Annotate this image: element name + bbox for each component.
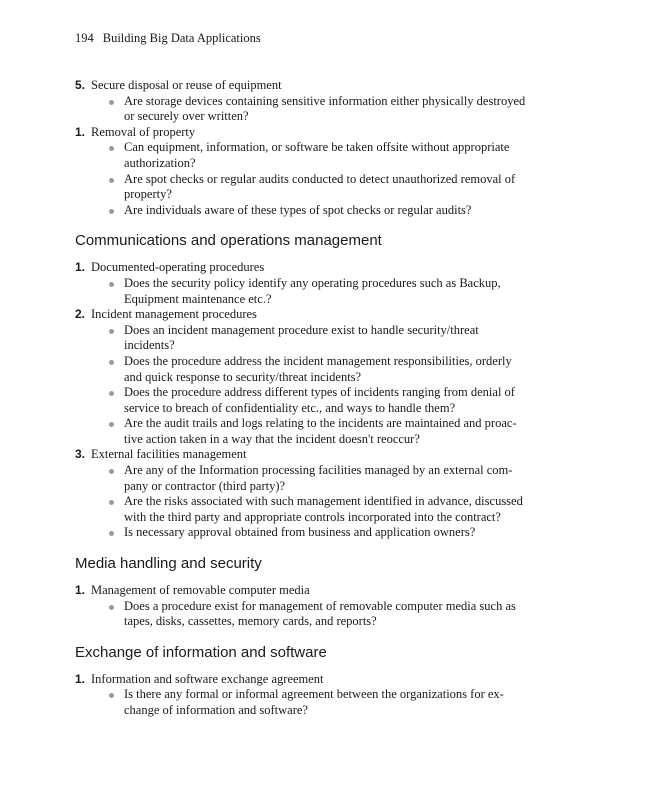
- bullet-line: Is necessary approval obtained from business and application owners?: [124, 525, 476, 540]
- bullet-icon: [109, 422, 114, 427]
- bullet-line: tapes, disks, cassettes, memory cards, and reports?: [124, 614, 377, 629]
- section-heading: Communications and operations management: [75, 232, 382, 250]
- bullet-item: [108, 354, 555, 385]
- bullet-line: Is there any formal or informal agreement between the organizations for ex-: [124, 687, 504, 702]
- bullet-icon: [109, 100, 114, 105]
- book-title: Building Big Data Applications: [102, 31, 261, 45]
- bullet-line: service to breach of confidentiality etc., and ways to handle them?: [124, 400, 456, 415]
- bullet-list: [91, 463, 555, 541]
- bullet-icon: [109, 531, 114, 536]
- bullet-icon: [109, 391, 114, 396]
- section: [75, 78, 555, 218]
- bullet-icon: [109, 329, 114, 334]
- bullet-line: Are spot checks or regular audits conducted to detect unauthorized removal of: [124, 171, 516, 186]
- bullet-item: [108, 599, 555, 630]
- bullet-line: tive action taken in a way that the incident doesn't reoccur?: [124, 431, 420, 446]
- bullet-item: [108, 525, 555, 541]
- item-number: 3.: [75, 447, 86, 462]
- section-heading: Media handling and security: [75, 555, 262, 573]
- bullet-line: Does the procedure address the incident management responsibilities, orderly: [124, 353, 512, 368]
- bullet-icon: [109, 209, 114, 214]
- bullet-icon: [109, 146, 114, 151]
- bullet-item: [108, 172, 555, 203]
- numbered-item: [75, 260, 555, 307]
- item-title: Secure disposal or reuse of equipment: [91, 78, 282, 92]
- numbered-item: [75, 583, 555, 630]
- bullet-icon: [109, 360, 114, 365]
- bullet-line: Does a procedure exist for management of removable computer media such as: [124, 598, 516, 613]
- numbered-item: [75, 672, 555, 719]
- bullet-item: [108, 463, 555, 494]
- bullet-line: Are the audit trails and logs relating to the incidents are maintained and proac-: [124, 416, 517, 431]
- bullet-icon: [109, 693, 114, 698]
- bullet-icon: [109, 178, 114, 183]
- bullet-item: [108, 94, 555, 125]
- numbered-item: [75, 125, 555, 219]
- bullet-line: incidents?: [124, 338, 175, 353]
- bullet-list: [91, 94, 555, 125]
- bullet-line: authorization?: [124, 155, 196, 170]
- bullet-icon: [109, 605, 114, 610]
- bullet-list: [91, 323, 555, 448]
- section: [75, 643, 555, 719]
- bullet-list: [91, 140, 555, 218]
- bullet-line: and quick response to security/threat incidents?: [124, 369, 362, 384]
- item-title: Incident management procedures: [91, 307, 257, 322]
- bullet-line: pany or contractor (third party)?: [124, 478, 286, 493]
- bullet-line: Are storage devices containing sensitive information either physically destroyed: [124, 93, 526, 108]
- item-number: 2.: [75, 307, 86, 322]
- bullet-line: Does an incident management procedure exist to handle security/threat: [124, 322, 479, 337]
- bullet-line: with the third party and appropriate controls incorporated into the contract?: [124, 509, 501, 524]
- item-title: Information and software exchange agreement: [91, 671, 324, 686]
- bullet-line: Are individuals aware of these types of spot checks or regular audits?: [124, 202, 472, 217]
- bullet-list: [91, 687, 555, 718]
- section: [75, 231, 555, 541]
- section: [75, 554, 555, 630]
- numbered-item: [75, 307, 555, 447]
- section-heading: Exchange of information and software: [75, 643, 327, 661]
- bullet-item: [108, 687, 555, 718]
- page-content: [75, 78, 555, 719]
- bullet-line: Can equipment, information, or software be taken offsite without appropriate: [124, 140, 510, 155]
- item-number: 5.: [75, 78, 86, 92]
- bullet-icon: [109, 469, 114, 474]
- numbered-item: [75, 78, 555, 125]
- bullet-icon: [109, 282, 114, 287]
- bullet-item: [108, 276, 555, 307]
- page: [75, 30, 555, 732]
- bullet-line: property?: [124, 187, 172, 202]
- bullet-item: [108, 323, 555, 354]
- bullet-line: Equipment maintenance etc.?: [124, 291, 272, 306]
- bullet-icon: [109, 500, 114, 505]
- item-title: Removal of property: [91, 124, 196, 139]
- bullet-line: Does the procedure address different types of incidents ranging from denial of: [124, 385, 515, 400]
- running-head: [75, 30, 555, 46]
- item-number: 1.: [75, 671, 86, 686]
- item-number: 1.: [75, 260, 86, 275]
- bullet-item: [108, 140, 555, 171]
- bullet-item: [108, 494, 555, 525]
- bullet-item: [108, 385, 555, 416]
- bullet-line: change of information and software?: [124, 703, 308, 717]
- bullet-line: Are the risks associated with such management identified in advance, discussed: [124, 494, 523, 509]
- item-number: 1.: [75, 124, 86, 139]
- bullet-list: [91, 599, 555, 630]
- bullet-line: Are any of the Information processing facilities managed by an external com-: [124, 463, 513, 478]
- numbered-item: [75, 447, 555, 541]
- page-number: 194: [75, 31, 94, 45]
- bullet-item: [108, 416, 555, 447]
- bullet-item: [108, 203, 555, 219]
- item-title: External facilities management: [91, 447, 247, 462]
- bullet-line: or securely over written?: [124, 109, 249, 124]
- item-title: Documented-operating procedures: [91, 260, 265, 275]
- item-number: 1.: [75, 583, 86, 598]
- bullet-list: [91, 276, 555, 307]
- item-title: Management of removable computer media: [91, 583, 310, 598]
- bullet-line: Does the security policy identify any operating procedures such as Backup,: [124, 275, 501, 290]
